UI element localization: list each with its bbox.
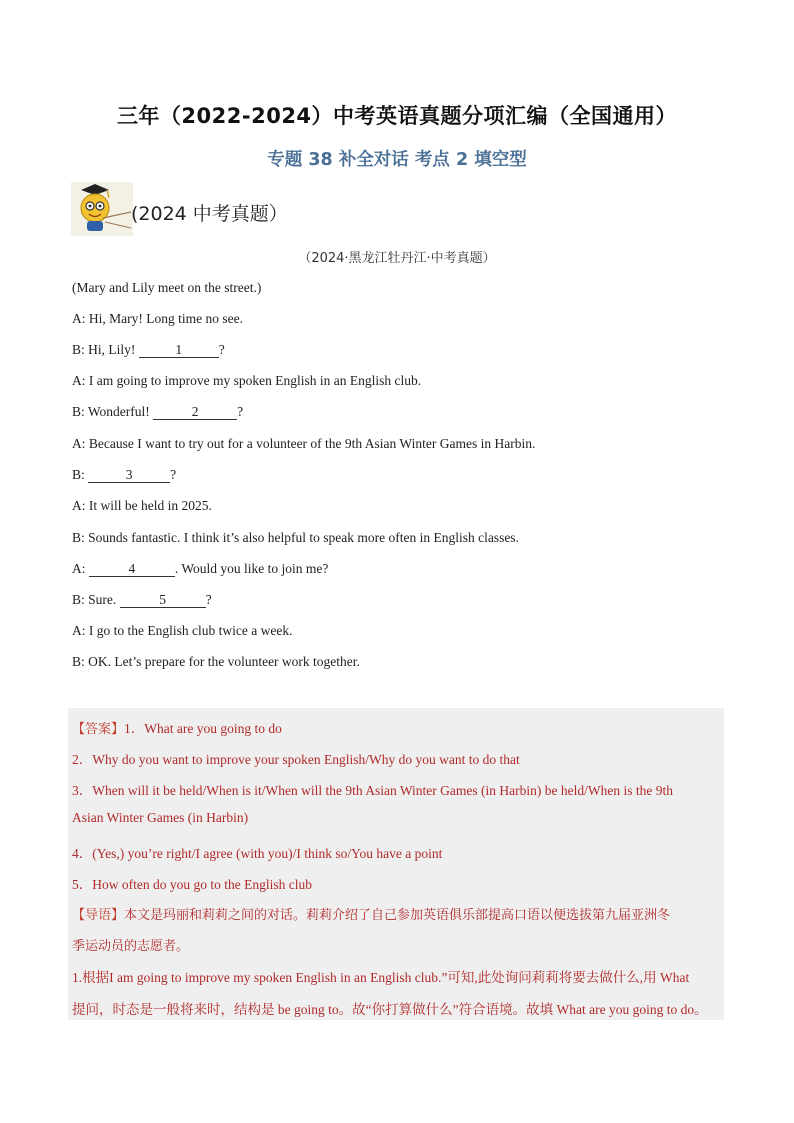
answer-blank: 2 [153,405,237,420]
dialogue-line: A: I go to the English club twice a week. [72,623,293,638]
dialogue-line: B: 3 ? [72,467,177,482]
answer-1: 【答案】1．What are you going to do [72,721,282,737]
dialogue-line: B: Sure. 5 ? [72,592,212,607]
dialogue-line: A: I am going to improve my spoken English in an English club. [72,373,422,388]
cartoon-teacher-icon [71,182,133,236]
answer-3-cont: Asian Winter Games (in Harbin) [72,810,249,825]
answer-blank: 1 [139,343,219,358]
year-label: (2024 中考真题） [131,203,288,225]
guide-text: 【导语】本文是玛丽和莉莉之间的对话。莉莉介绍了自己参加英语俱乐部提高口语以便选拔第九届亚洲冬 [72,908,671,923]
dialogue-line: B: Sounds fantastic. I think it’s also helpful to speak more often in English classes. [72,530,519,545]
dialogue-line: B: OK. Let’s prepare for the volunteer work together. [72,654,360,669]
dialogue-setting: (Mary and Lily meet on the street.) [72,280,262,295]
dialogue-line: B: Hi, Lily! 1 ? [72,342,225,357]
document-title: 三年（2022-2024）中考英语真题分项汇编（全国通用） [116,104,678,128]
guide-text-cont: 季运动员的志愿者。 [72,939,190,954]
explanation-1: 1.根据I am going to improve my spoken English in an English club.”可知,此处询问莉莉将要去做什么,用 What [72,970,690,985]
dialogue-line: B: Wonderful! 2 ? [72,404,244,419]
answer-blank: 5 [120,593,206,608]
answer-5: 5．How often do you go to the English club [72,877,312,892]
answer-2: 2．Why do you want to improve your spoken English/Why do you want to do that [72,752,520,767]
answer-3: 3．When will it be held/When is it/When will the 9th Asian Winter Games (in Harbin) be held/When is the 9th [72,783,673,798]
guide-tag: 【导语】 [72,908,125,923]
answer-blank: 4 [89,562,175,577]
dialogue-line: A: 4 . Would you like to join me? [72,561,329,576]
explanation-1-cont: 提问，时态是一般将来时，结构是 be going to。故“你打算做什么”符合语境。故填 What are you going to do。 [72,1002,708,1017]
dialogue-line: A: Because I want to try out for a volunteer of the 9th Asian Winter Games in Harbin. [72,436,536,451]
answer-tag: 【答案】 [72,722,125,737]
answer-blank: 3 [88,468,170,483]
dialogue-line: A: Hi, Mary! Long time no see. [72,311,243,326]
dialogue-line: A: It will be held in 2025. [72,498,212,513]
question-source: （2024·黑龙江牡丹江·中考真题） [298,251,496,266]
answer-4: 4．(Yes,) you’re right/I agree (with you)/I think so/You have a point [72,846,443,861]
topic-subtitle: 专题 38 补全对话 考点 2 填空型 [267,150,527,170]
